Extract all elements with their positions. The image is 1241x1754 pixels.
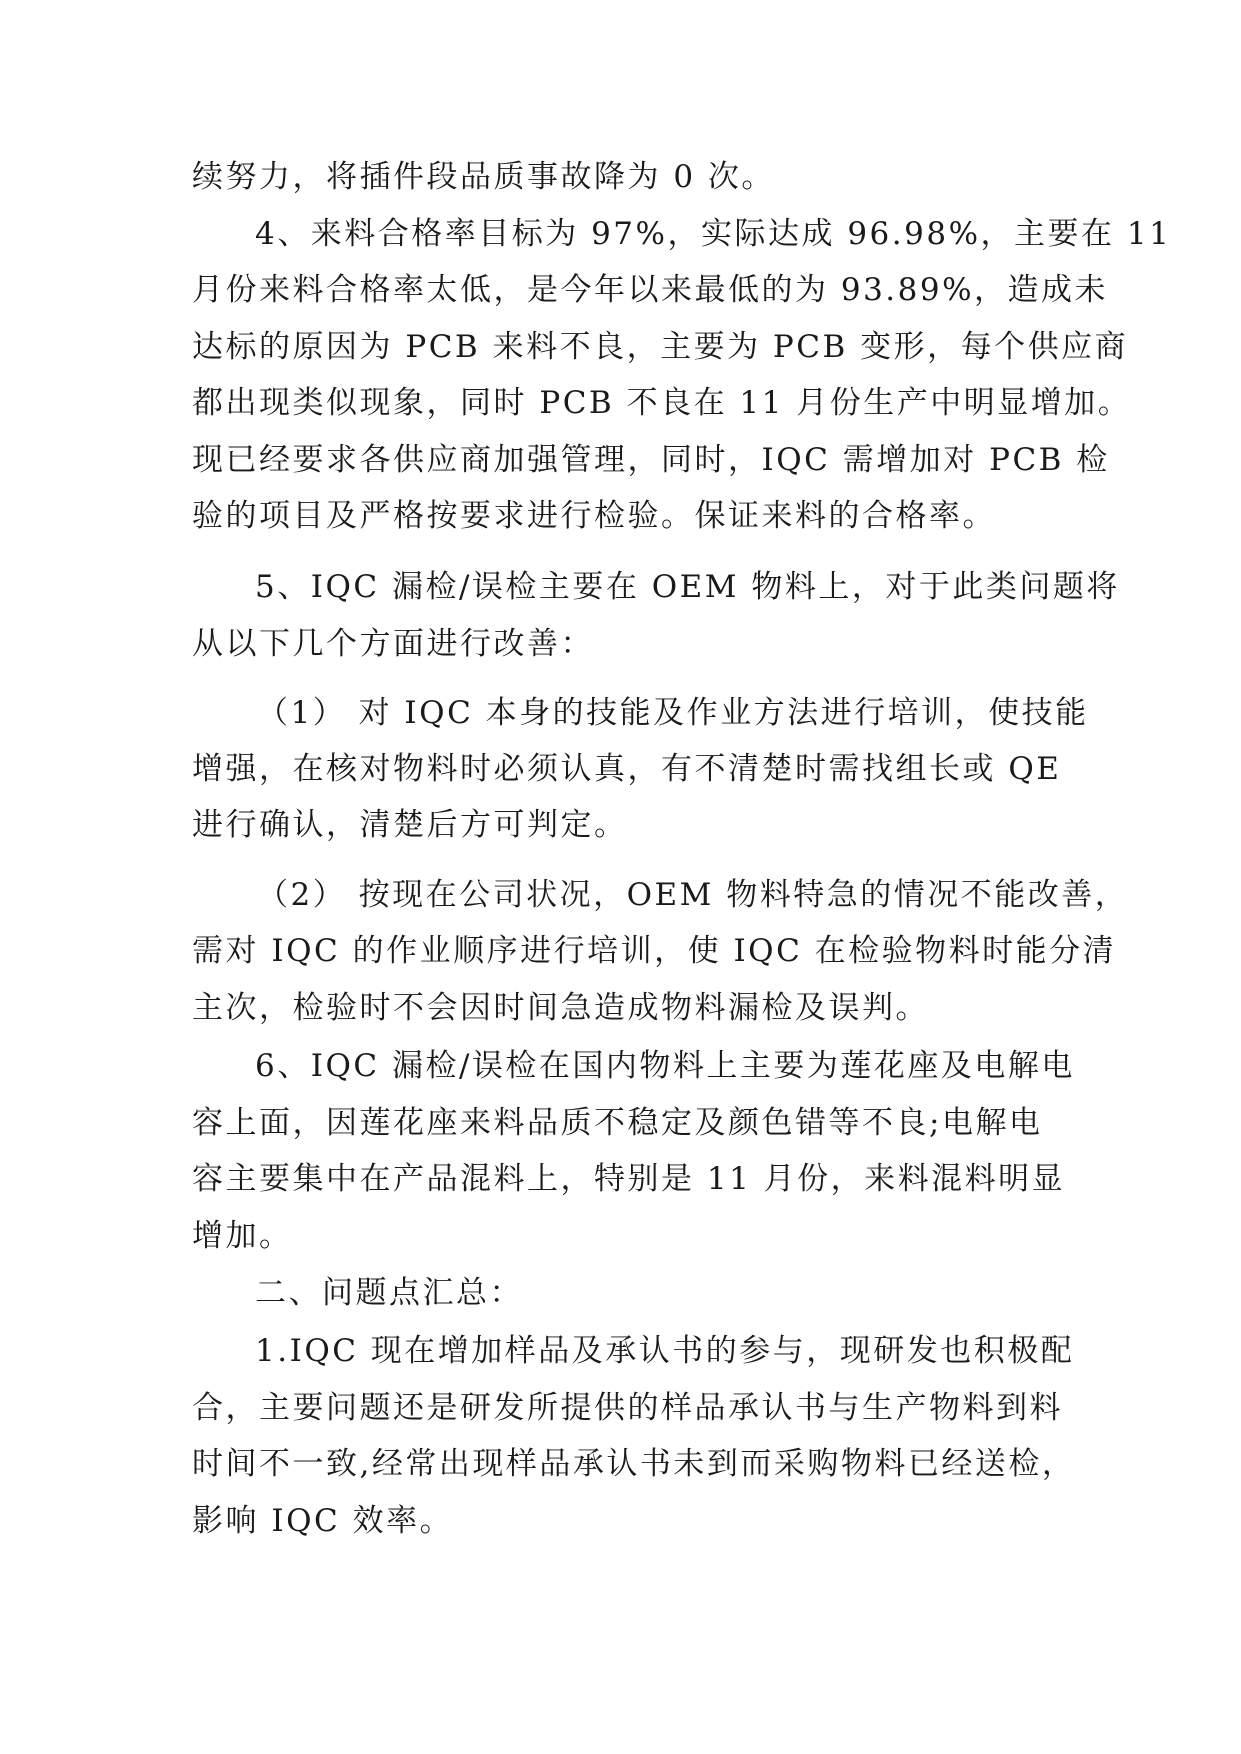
text-line: 容主要集中在产品混料上，特别是 11 月份，来料混料明显 <box>192 1161 1066 1197</box>
text-line: 1.IQC 现在增加样品及承认书的参与，现研发也积极配 <box>255 1333 1075 1369</box>
text-line: 达标的原因为 PCB 来料不良，主要为 PCB 变形，每个供应商 <box>192 329 1129 365</box>
text-line: 主次，检验时不会因时间急造成物料漏检及误判。 <box>192 990 929 1026</box>
text-line: 4、来料合格率目标为 97%，实际达成 96.98%，主要在 11 <box>255 216 1172 252</box>
text-line: （1） 对 IQC 本身的技能及作业方法进行培训，使技能 <box>257 695 1089 731</box>
text-line: 月份来料合格率太低，是今年以来最低的为 93.89%，造成未 <box>192 272 1109 308</box>
text-line: 影响 IQC 效率。 <box>192 1503 454 1539</box>
text-line: 容上面，因莲花座来料品质不稳定及颜色错等不良;电解电 <box>192 1105 1043 1141</box>
text-line: 进行确认，清楚后方可判定。 <box>192 807 628 843</box>
text-line: 合，主要问题还是研发所提供的样品承认书与生产物料到料 <box>192 1390 1063 1426</box>
text-line: 从以下几个方面进行改善： <box>192 626 594 662</box>
text-line: （2） 按现在公司状况，OEM 物料特急的情况不能改善， <box>257 877 1129 913</box>
text-line: 验的项目及严格按要求进行检验。保证来料的合格率。 <box>192 498 996 534</box>
text-line: 都出现类似现象，同时 PCB 不良在 11 月份生产中明显增加。 <box>192 385 1132 421</box>
text-line: 增加。 <box>192 1218 293 1254</box>
text-line: 6、IQC 漏检/误检在国内物料上主要为莲花座及电解电 <box>255 1048 1075 1084</box>
section-heading: 二、问题点汇总： <box>255 1275 523 1311</box>
text-line: 现已经要求各供应商加强管理，同时，IQC 需增加对 PCB 检 <box>192 442 1110 478</box>
text-line: 时间不一致,经常出现样品承认书未到而采购物料已经送检， <box>192 1446 1076 1482</box>
text-line: 续努力，将插件段品质事故降为 0 次。 <box>192 159 775 195</box>
text-line: 5、IQC 漏检/误检主要在 OEM 物料上，对于此类问题将 <box>255 569 1120 605</box>
text-line: 需对 IQC 的作业顺序进行培训，使 IQC 在检验物料时能分清 <box>192 933 1117 969</box>
text-line: 增强，在核对物料时必须认真，有不清楚时需找组长或 QE <box>192 751 1062 787</box>
